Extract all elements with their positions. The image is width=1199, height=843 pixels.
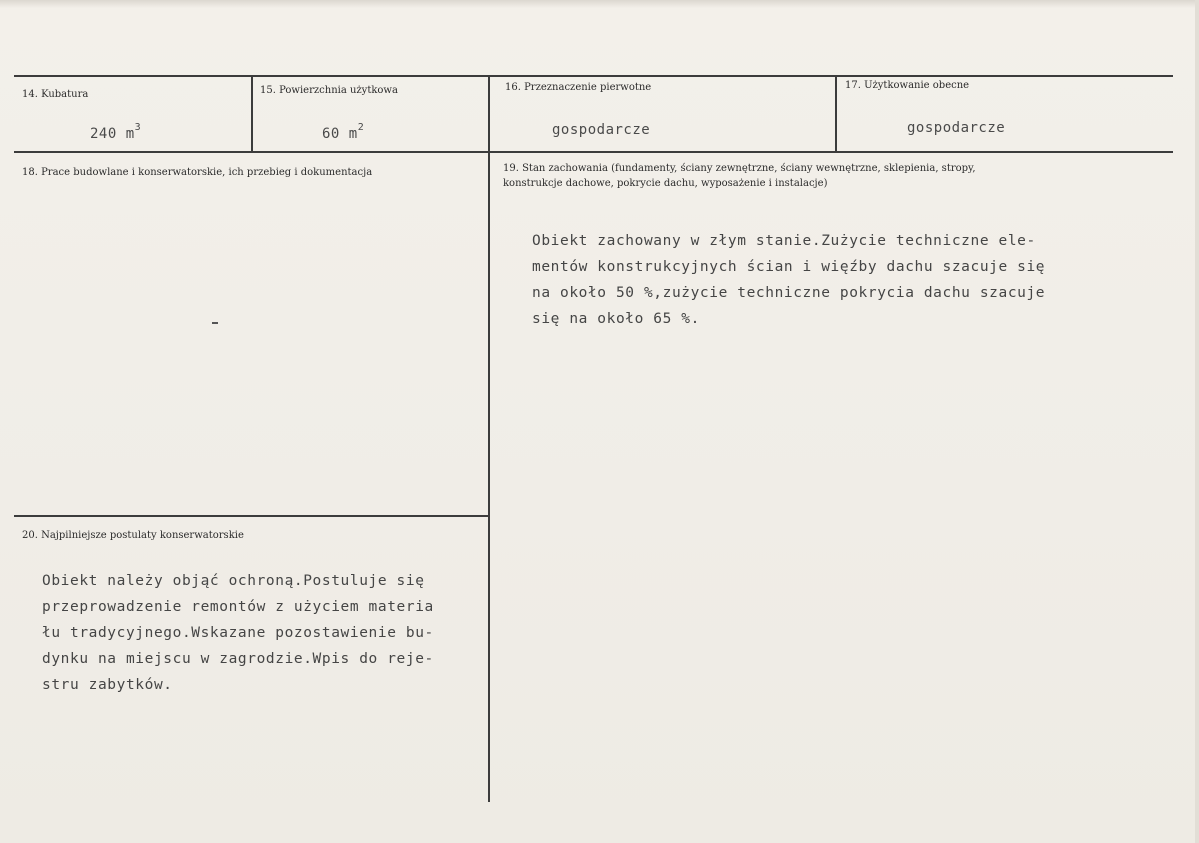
field-15-value bbox=[322, 122, 364, 142]
field-20-line: przeprowadzenie remontów z użyciem materia bbox=[42, 599, 434, 615]
field-14-value bbox=[90, 122, 141, 142]
rule-section20-top bbox=[14, 515, 489, 517]
field-19-line: na około 50 %,zużycie techniczne pokrycia dachu szacuje bbox=[532, 285, 1046, 301]
rule-row1-bottom bbox=[14, 151, 1173, 153]
field-20-line: łu tradycyjnego.Wskazane pozostawienie bu- bbox=[42, 625, 434, 641]
field-15-exponent: 2 bbox=[357, 122, 365, 133]
field-16-label: 16. Przeznaczenie pierwotne bbox=[505, 82, 652, 93]
field-15-label: 15. Powierzchnia użytkowa bbox=[260, 85, 398, 96]
field-19-label-line2: konstrukcje dachowe, pokrycie dachu, wyposażenie i instalacje) bbox=[503, 178, 828, 189]
field-20-line: dynku na miejscu w zagrodzie.Wpis do reje- bbox=[42, 651, 434, 667]
divider-15-16 bbox=[488, 75, 490, 802]
field-19-text bbox=[532, 228, 1045, 332]
field-18-empty-dash bbox=[212, 322, 218, 324]
divider-14-15 bbox=[251, 75, 253, 153]
field-14-exponent: 3 bbox=[134, 122, 142, 133]
rule-top bbox=[14, 75, 1173, 77]
field-20-label: 20. Najpilniejsze postulaty konserwatorskie bbox=[22, 530, 244, 541]
field-14-number: 240 m bbox=[90, 126, 135, 142]
page-right-edge bbox=[1195, 0, 1199, 843]
divider-16-17 bbox=[835, 75, 837, 153]
field-19-label-line1: 19. Stan zachowania (fundamenty, ściany zewnętrzne, ściany wewnętrzne, sklepienia, stropy, bbox=[503, 163, 976, 174]
field-20-line: stru zabytków. bbox=[42, 677, 173, 693]
field-19-line: Obiekt zachowany w złym stanie.Zużycie techniczne ele- bbox=[532, 233, 1036, 249]
field-14-label: 14. Kubatura bbox=[22, 89, 89, 100]
field-19-line: się na około 65 %. bbox=[532, 311, 700, 327]
field-20-line: Obiekt należy objąć ochroną.Postuluje się bbox=[42, 573, 425, 589]
field-18-label: 18. Prace budowlane i konserwatorskie, ich przebieg i dokumentacja bbox=[22, 167, 373, 178]
field-19-line: mentów konstrukcyjnych ścian i więźby dachu szacuje się bbox=[532, 259, 1046, 275]
page-top-edge bbox=[0, 0, 1199, 8]
field-17-label: 17. Użytkowanie obecne bbox=[845, 80, 970, 91]
field-16-value: gospodarcze bbox=[552, 122, 651, 138]
field-20-text bbox=[42, 568, 434, 698]
field-17-value: gospodarcze bbox=[907, 120, 1006, 136]
field-15-number: 60 m bbox=[322, 126, 358, 142]
